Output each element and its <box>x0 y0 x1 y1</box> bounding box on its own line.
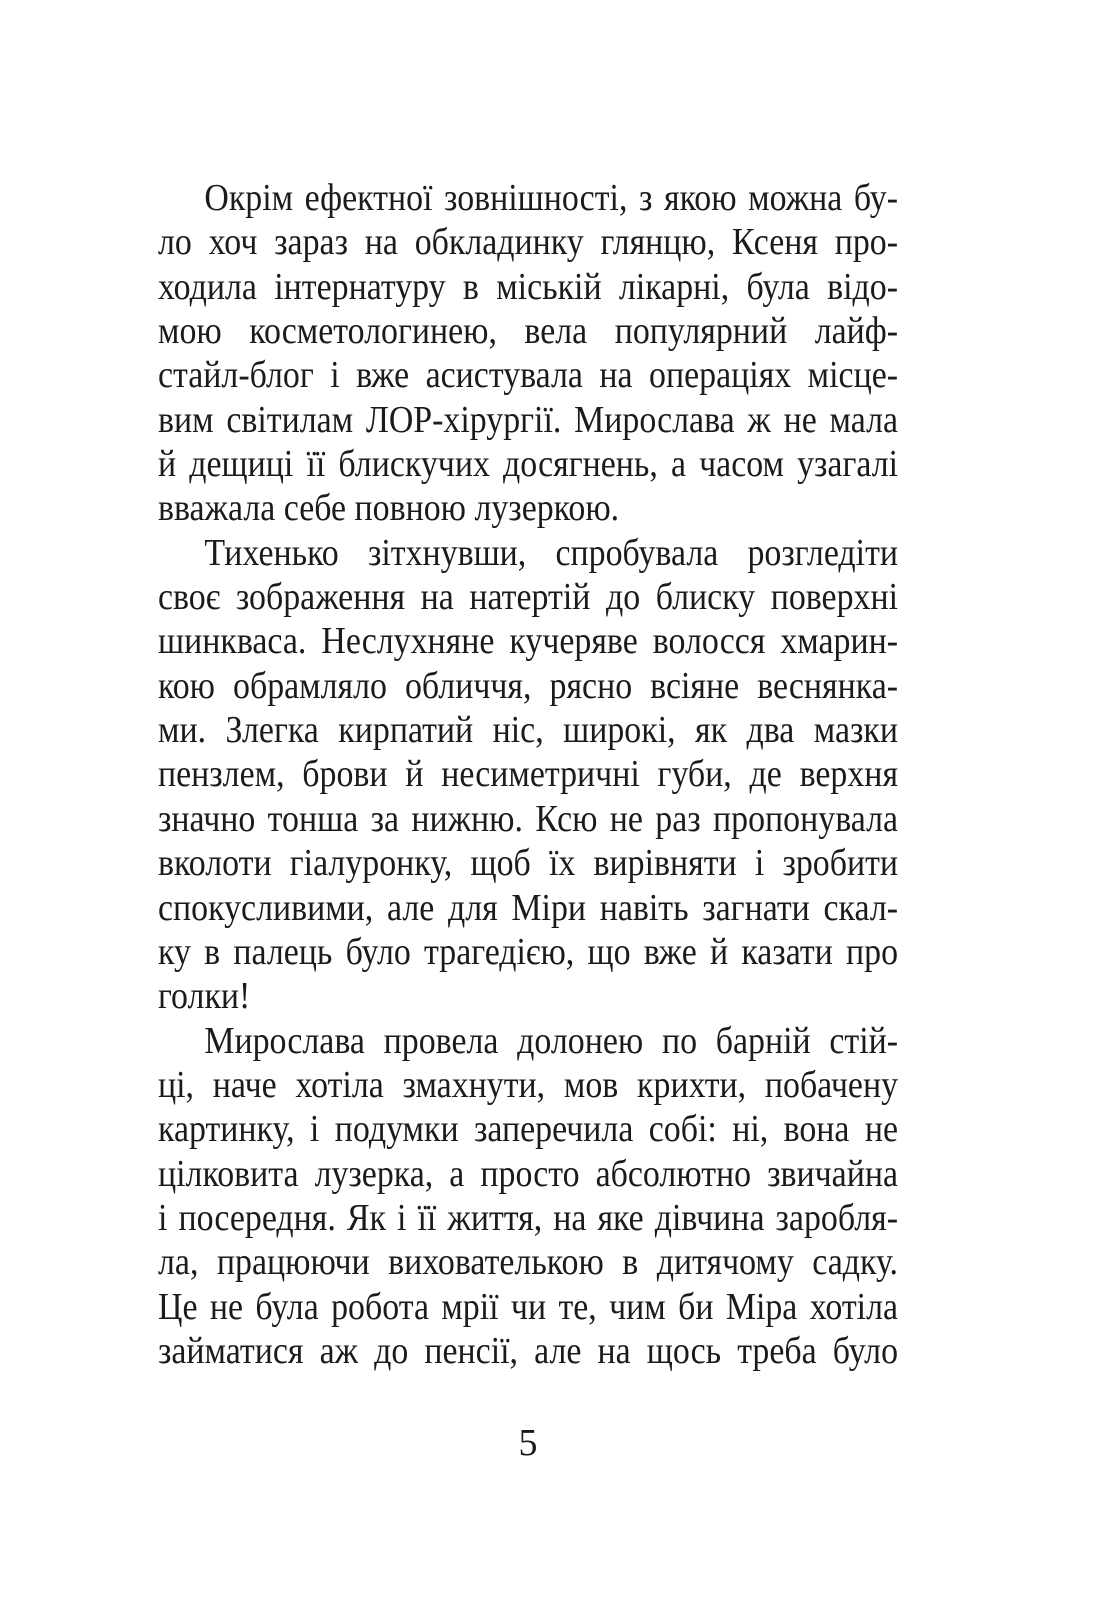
text-line: Це не була робота мрії чи те, чим би Міра хотіла <box>158 1285 899 1328</box>
text-line: шинкваса. Неслухняне кучеряве волосся хмарин- <box>158 620 899 663</box>
text-line: й дещиці її блискучих досягнень, а часом узагалі <box>158 443 899 486</box>
text-line: значно тонша за нижню. Ксю не раз пропонувала <box>158 797 899 840</box>
text-line: вколоти гіалуронку, щоб їх вирівняти і зробити <box>158 842 899 885</box>
text-line: ці, наче хотіла змахнути, мов крихти, побачену <box>158 1063 899 1106</box>
text-line: Мирослава провела долонею по барній стій- <box>204 1019 899 1062</box>
text-line: ку в палець було трагедією, що вже й казати про <box>158 930 899 973</box>
text-line: ло хоч зараз на обкладинку глянцю, Ксеня про- <box>158 221 899 264</box>
text-line: кою обрамляло обличчя, рясно всіяне веснянка- <box>158 664 899 707</box>
text-line: мою косметологинею, вела популярний лайф- <box>158 310 899 353</box>
text-line: вим світилам ЛОР-хірургії. Мирослава ж не мала <box>158 398 899 441</box>
text-line: стайл-блог і вже асистувала на операціях місце- <box>158 354 899 397</box>
text-line: ла, працюючи вихователькою в дитячому садку. <box>158 1241 899 1284</box>
text-line: ми. Злегка кирпатий ніс, широкі, як два мазки <box>158 709 899 752</box>
page-number: 5 <box>518 1422 538 1464</box>
text-line: цілковита лузерка, а просто абсолютно звичайна <box>158 1152 899 1195</box>
text-line: Окрім ефектної зовнішності, з якою можна бу- <box>204 177 899 219</box>
text-block <box>158 176 898 1373</box>
text-line: пензлем, брови й несиметричні губи, де верхня <box>158 753 899 796</box>
text-line: своє зображення на натертій до блиску поверхні <box>158 576 899 619</box>
text-line: голки! <box>158 975 251 1018</box>
text-line: ходила інтернатуру в міській лікарні, була відо- <box>158 265 899 308</box>
text-line: спокусливими, але для Міри навіть загнати скал- <box>158 886 899 929</box>
text-line: картинку, і подумки заперечила собі: ні, вона не <box>158 1108 899 1151</box>
text-line: і посередня. Як і її життя, на яке дівчина заробля- <box>158 1196 899 1239</box>
text-line: вважала себе повною лузеркою. <box>158 487 620 530</box>
text-line: займатися аж до пенсії, але на щось треба було <box>158 1329 899 1372</box>
text-line: Тихенько зітхнувши, спробувала розгледіти <box>204 531 899 574</box>
